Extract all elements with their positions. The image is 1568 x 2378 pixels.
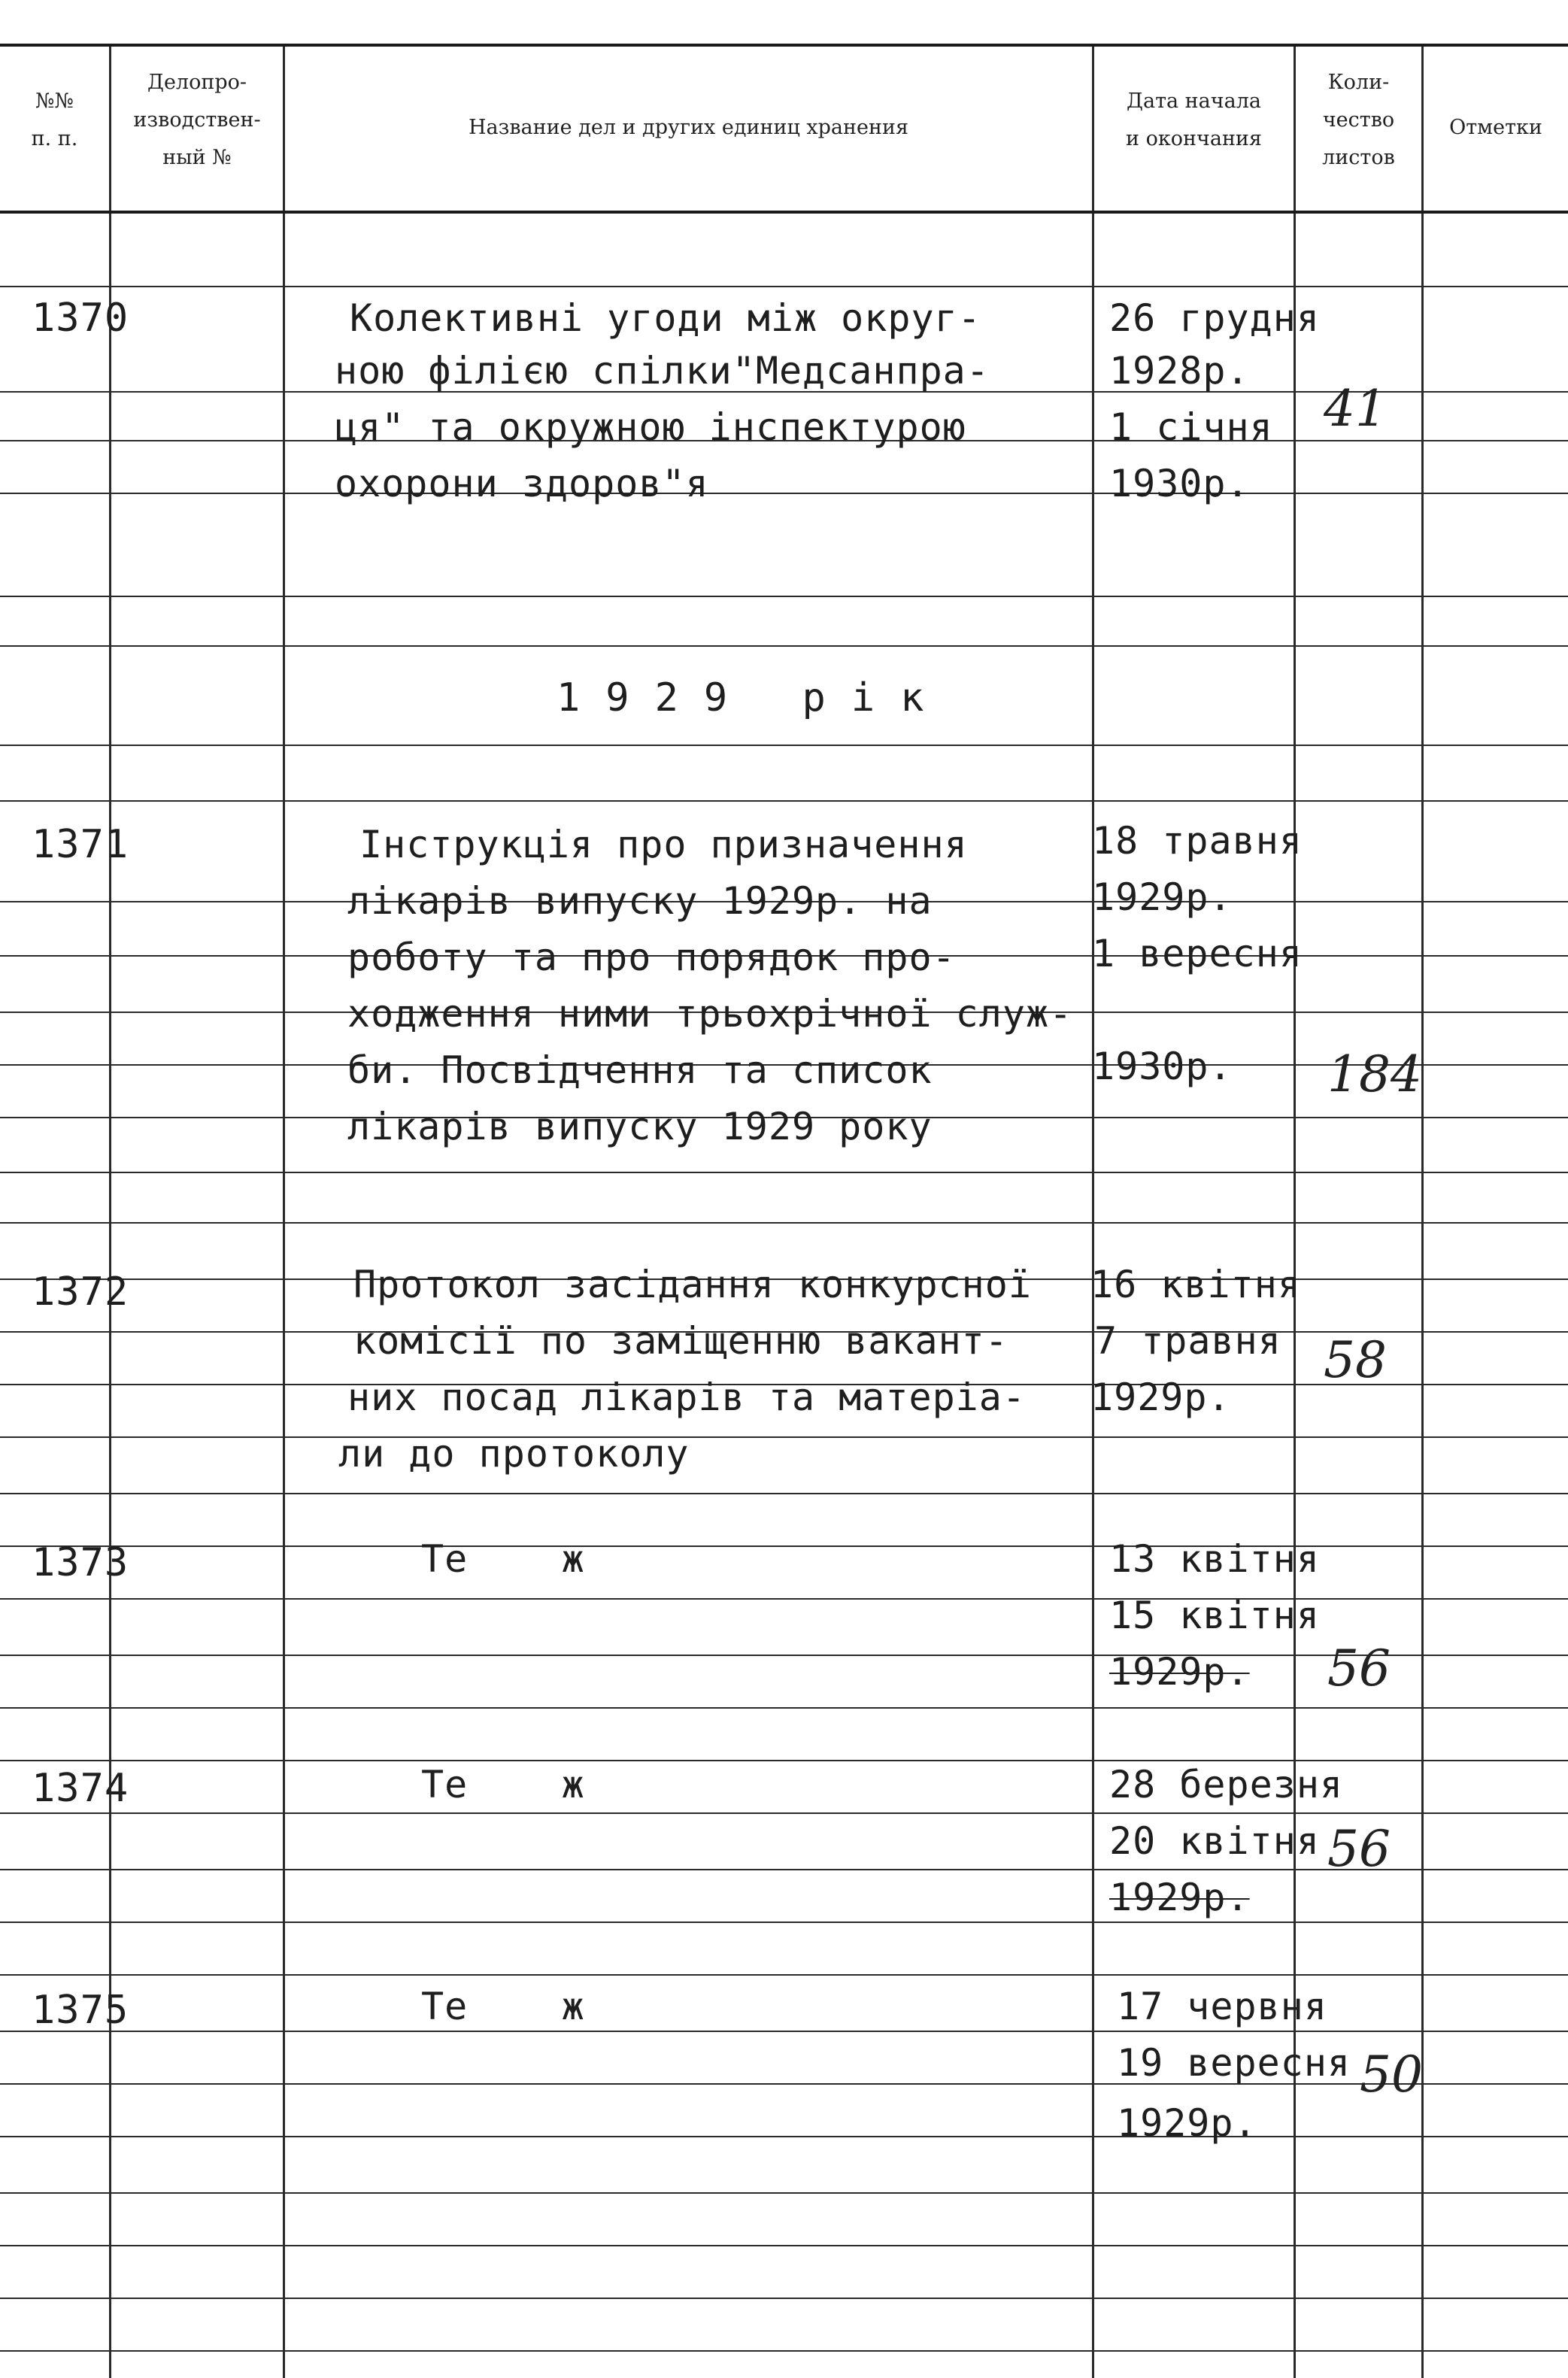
row-rule	[0, 1974, 1568, 1976]
sheet-count-handwritten: 56	[1327, 1639, 1391, 1697]
sheet-count-handwritten: 56	[1327, 1820, 1391, 1878]
row-rule	[0, 1922, 1568, 1923]
header-notes: Отметки	[1449, 116, 1542, 139]
record-title-line: Протокол засідання конкурсної	[353, 1263, 1032, 1306]
record-date-line: 1928р.	[1109, 349, 1250, 393]
record-number: 1372	[32, 1269, 129, 1315]
row-rule	[0, 645, 1568, 647]
row-rule	[0, 1436, 1568, 1438]
row-rule	[0, 2031, 1568, 2032]
row-rule	[0, 286, 1568, 287]
record-title-line: роботу та про порядок про-	[347, 936, 956, 979]
record-number: 1375	[32, 1988, 129, 2033]
column-rule-office	[283, 47, 285, 2378]
row-rule	[0, 1222, 1568, 1224]
record-title-line: ли до протоколу	[338, 1432, 690, 1476]
record-date-line: 1 січня	[1109, 405, 1273, 449]
header-dates: Дата начала и окончания	[1126, 89, 1262, 150]
header-office-number: Делопро- изводствен- ный №	[133, 71, 261, 169]
record-title-line: них посад лікарів та матеріа-	[347, 1376, 1026, 1419]
header-top-rule	[0, 44, 1568, 47]
row-rule	[0, 2192, 1568, 2194]
record-date-line: 26 грудня	[1109, 296, 1320, 340]
sheet-count-handwritten: 58	[1324, 1331, 1387, 1389]
record-date-line: 13 квітня	[1109, 1537, 1320, 1581]
sheet-count-handwritten: 41	[1324, 380, 1387, 438]
record-date-line: 1929р.	[1117, 2101, 1257, 2145]
record-date-line: 16 квітня	[1090, 1263, 1301, 1306]
sheet-count-handwritten: 184	[1327, 1045, 1422, 1103]
record-number: 1373	[32, 1540, 129, 1585]
row-rule	[0, 1545, 1568, 1547]
record-title-line: охорони здоров"я	[335, 462, 709, 505]
record-date-line: 1930р.	[1109, 462, 1250, 505]
record-number: 1374	[32, 1766, 129, 1811]
record-date-line: 1 вересня	[1092, 932, 1303, 975]
row-rule	[0, 493, 1568, 494]
row-rule	[0, 1598, 1568, 1600]
row-rule	[0, 2298, 1568, 2299]
record-date-line: 1929р.	[1092, 875, 1233, 919]
record-date-line: 1929р.	[1109, 1650, 1250, 1694]
row-rule	[0, 2136, 1568, 2137]
record-title-line: Те ж	[421, 1537, 585, 1581]
row-rule	[0, 2350, 1568, 2352]
record-number: 1370	[32, 296, 129, 341]
record-date-line: 17 червня	[1117, 1985, 1327, 2028]
record-date-line: 1929р.	[1090, 1376, 1231, 1419]
record-date-line: 20 квітня	[1109, 1819, 1320, 1863]
header-num: №№ п. п.	[31, 89, 78, 150]
header-bottom-rule	[0, 211, 1568, 214]
record-date-line: 15 квітня	[1109, 1594, 1320, 1637]
row-rule	[0, 745, 1568, 746]
record-title-line: лікарів випуску 1929р. на	[347, 879, 933, 923]
record-title-line: лікарів випуску 1929 року	[347, 1105, 933, 1148]
header-title: Название дел и других единиц хранения	[468, 116, 909, 139]
row-rule	[0, 2245, 1568, 2246]
record-title-line: Колективні угоди між округ-	[350, 296, 981, 340]
record-date-line: 7 травня	[1094, 1319, 1281, 1363]
record-date-line: 28 березня	[1109, 1763, 1344, 1806]
record-title-line: ною філією спілки"Медсанпра-	[335, 349, 990, 393]
record-title-line: Те ж	[421, 1763, 585, 1806]
record-number: 1371	[32, 822, 129, 867]
record-title-line: Те ж	[421, 1985, 585, 2028]
record-date-line: 1930р.	[1092, 1045, 1233, 1088]
row-rule	[0, 800, 1568, 802]
record-date-line: 1929р.	[1109, 1876, 1250, 1919]
column-rule-sheets	[1421, 47, 1424, 2378]
record-date-line: 18 травня	[1092, 819, 1303, 863]
header-sheets: Коли- чество листов	[1322, 71, 1395, 169]
year-heading: 1929 рік	[557, 675, 950, 720]
record-title-line: комісії по заміщенню вакант-	[353, 1319, 1008, 1363]
row-rule	[0, 596, 1568, 597]
record-title-line: ця" та окружною інспектурою	[335, 405, 966, 449]
row-rule	[0, 1172, 1568, 1173]
sheet-count-handwritten: 50	[1360, 2046, 1423, 2103]
row-rule	[0, 1493, 1568, 1494]
record-title-line: Інструкція про призначення	[359, 823, 968, 866]
row-rule	[0, 1707, 1568, 1709]
record-title-line: би. Посвідчення та список	[347, 1048, 933, 1092]
column-rule-title	[1092, 47, 1094, 2378]
record-date-line: 19 вересня	[1117, 2041, 1351, 2085]
record-title-line: ходження ними трьохрічної служ-	[347, 992, 1073, 1036]
